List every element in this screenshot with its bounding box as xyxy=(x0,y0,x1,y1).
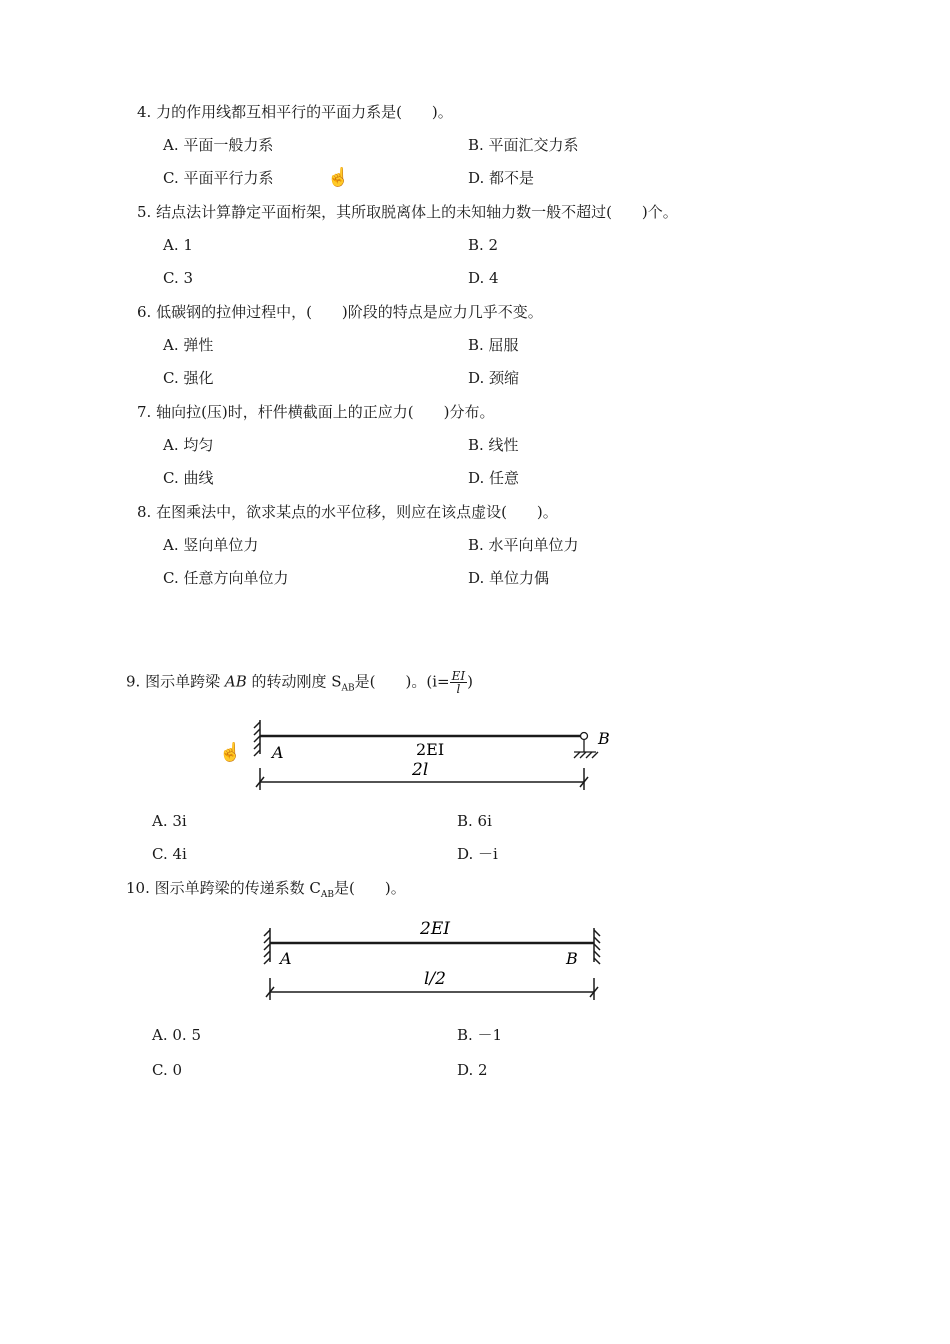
q9-stem-beam: AB xyxy=(224,672,247,691)
q9-option-c: C. 4i xyxy=(152,845,187,863)
q5-option-c: C. 3 xyxy=(163,269,194,287)
q5-option-d: D. 4 xyxy=(468,269,499,287)
q7-option-d: D. 任意 xyxy=(468,469,520,487)
fixed-support-a xyxy=(254,720,260,756)
stiffness-label: 2EI xyxy=(416,740,445,759)
q10-stem-suffix: 是( )。 xyxy=(334,879,406,897)
q10-option-d: D. 2 xyxy=(457,1061,488,1079)
q9-stem-mid: 的转动刚度 S xyxy=(246,672,342,691)
q6-option-a: A. 弹性 xyxy=(163,336,214,354)
q5-option-b: B. 2 xyxy=(468,236,499,254)
q8-option-d: D. 单位力偶 xyxy=(468,569,550,587)
q9-stem xyxy=(126,670,473,699)
q4-option-a: A. 平面一般力系 xyxy=(163,136,274,154)
label-a: A xyxy=(280,949,292,968)
q10-option-c: C. 0 xyxy=(152,1061,183,1079)
q8-option-c: C. 任意方向单位力 xyxy=(163,569,289,587)
hand-cursor-icon: ☝ xyxy=(327,167,350,188)
q10-option-a: A. 0. 5 xyxy=(152,1026,201,1044)
q7-option-b: B. 线性 xyxy=(468,436,519,454)
q9-fraction xyxy=(450,670,468,695)
q10-stem-prefix: 10. 图示单跨梁的传递系数 C xyxy=(126,879,321,897)
q6-stem: 6. 低碳钢的拉伸过程中，( )阶段的特点是应力几乎不变。 xyxy=(137,303,543,321)
q10-option-b: B. －1 xyxy=(457,1026,503,1044)
q5-stem: 5. 结点法计算静定平面桁架，其所取脱离体上的未知轴力数一般不超过( )个。 xyxy=(137,203,678,221)
label-a: A xyxy=(272,743,284,762)
q7-option-c: C. 曲线 xyxy=(163,469,214,487)
q9-beam-figure xyxy=(240,712,630,802)
q8-stem: 8. 在图乘法中，欲求某点的水平位移，则应在该点虚设( )。 xyxy=(137,503,558,521)
label-b: B xyxy=(598,729,610,748)
q10-stem-subscript: AB xyxy=(320,890,334,900)
q8-option-a: A. 竖向单位力 xyxy=(163,536,259,554)
q4-option-d: D. 都不是 xyxy=(468,169,535,187)
q9-stem-prefix: 9. 图示单跨梁 xyxy=(126,672,225,691)
q7-option-a: A. 均匀 xyxy=(163,436,214,454)
stiffness-label: 2EI xyxy=(420,919,450,939)
hand-cursor-icon: ☝ xyxy=(219,742,242,763)
q9-stem-close: ) xyxy=(467,672,473,691)
q9-option-a: A. 3i xyxy=(152,812,187,830)
label-b: B xyxy=(566,949,578,968)
q9-fraction-denominator: l xyxy=(456,682,461,696)
q6-option-c: C. 强化 xyxy=(163,369,214,387)
q6-option-b: B. 屈服 xyxy=(468,336,519,354)
q9-fraction-numerator: EI xyxy=(451,669,466,683)
q9-stem-subscript: AB xyxy=(341,683,355,694)
q7-stem: 7. 轴向拉(压)时，杆件横截面上的正应力( )分布。 xyxy=(137,403,495,421)
span-label: 2l xyxy=(412,760,429,780)
q9-option-d: D. －i xyxy=(457,845,498,863)
q9-option-b: B. 6i xyxy=(457,812,492,830)
fixed-support-a xyxy=(264,928,270,964)
q9-stem-suffix: 是( )。(i= xyxy=(354,672,450,691)
q5-option-a: A. 1 xyxy=(163,236,193,254)
fixed-support-b xyxy=(594,928,600,964)
q6-option-d: D. 颈缩 xyxy=(468,369,520,387)
q4-stem: 4. 力的作用线都互相平行的平面力系是( )。 xyxy=(137,103,453,121)
span-label: l/2 xyxy=(424,969,446,989)
q10-stem xyxy=(126,878,406,905)
q10-beam-figure xyxy=(250,912,620,1007)
q8-option-b: B. 水平向单位力 xyxy=(468,536,579,554)
q4-option-c: C. 平面平行力系 xyxy=(163,169,274,187)
q4-option-b: B. 平面汇交力系 xyxy=(468,136,579,154)
